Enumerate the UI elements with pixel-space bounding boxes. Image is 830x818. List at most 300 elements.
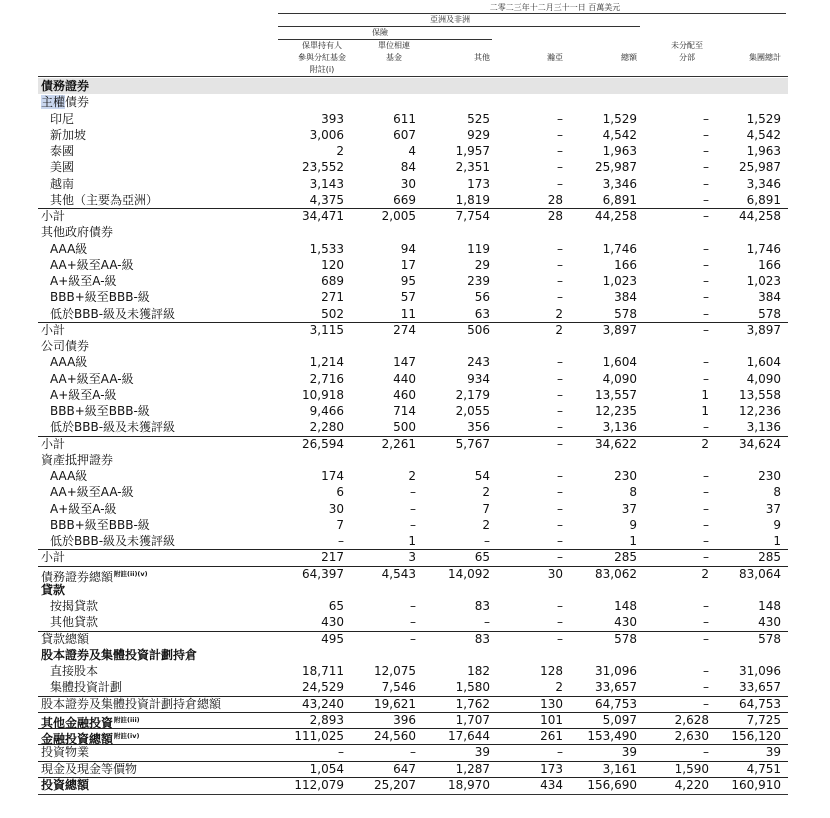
cell-policyholder-fund: 2 [336,144,344,158]
cell-unallocated: – [703,160,709,175]
table-row [38,452,788,468]
cell-group-total: 9 [773,517,781,532]
row-label [50,241,87,257]
cell-other: 2 [482,485,490,500]
cell-unit-linked: 440 [393,371,416,386]
row-label-text: 資產抵押證券 [41,452,114,467]
cell-total: 12,235 [595,404,637,418]
table-row [38,111,788,127]
table-row [38,744,788,761]
row-label-text: A+級至A-級 [50,387,117,402]
row-label [50,192,158,208]
row-label [50,419,175,435]
row-label-text: 貸款總額 [41,631,90,646]
cell-other: 1,762 [455,696,490,711]
row-label [41,647,197,663]
cell-other: 63 [474,306,490,321]
cell-unallocated: – [703,290,709,305]
column-header-policyholder-fund: 參與分紅基金 [298,53,346,62]
cell-group-total: 1,604 [746,355,781,370]
cell-policyholder-fund: 3,115 [309,322,344,337]
table-bottom-rule [38,794,788,795]
cell-unit-linked: 607 [393,127,416,142]
row-label [41,436,65,452]
cell-other: 5,767 [455,436,490,451]
cell-policyholder-fund: 2,280 [309,420,344,435]
row-label-text: 集體投資計劃 [50,680,123,695]
cell-group-total: 6,891 [746,192,781,207]
cell-policyholder-fund: 3,006 [309,127,344,142]
table-row [38,679,788,695]
cell-eastspring: – [557,160,563,175]
cell-unit-linked: 714 [393,404,416,418]
row-label-text: 投資物業 [41,745,90,760]
table-row [38,94,788,110]
table-row [38,517,788,533]
cell-unallocated: – [703,615,709,630]
row-label [50,143,74,159]
cell-other: 83 [474,599,490,613]
cell-policyholder-fund: 43,240 [302,696,344,711]
row-label-text: AA+級至AA-級 [50,257,134,272]
cell-total: 1,023 [602,274,637,288]
row-label-highlight: 主權 [41,95,66,110]
row-label [50,306,175,322]
cell-policyholder-fund: 502 [321,306,344,321]
cell-group-total: 31,096 [739,664,781,678]
cell-total: 4,090 [602,371,637,386]
table-row [38,419,788,435]
cell-policyholder-fund: 9,466 [309,404,344,418]
table-row [38,176,788,192]
cell-eastspring: 434 [540,777,563,792]
cell-total: 1,746 [602,241,637,256]
cell-policyholder-fund: 271 [321,290,344,305]
row-label-text: 債務證券總額 [41,569,114,584]
row-label [50,273,117,289]
table-row [38,761,788,778]
cell-other: 14,092 [448,566,490,581]
cell-unit-linked: – [410,599,416,613]
table-row [38,192,788,208]
cell-other: 1,819 [455,192,490,207]
row-label-text: 小計 [41,322,66,337]
cell-unallocated: – [703,599,709,613]
row-label [50,176,74,192]
table-row [38,728,788,745]
cell-eastspring: – [557,745,563,760]
row-label [50,501,117,517]
row-label [41,566,148,582]
cell-unallocated: – [703,550,709,565]
row-label [50,614,98,630]
row-label-text: 低於BBB-級及未獲評級 [50,534,176,548]
cell-unallocated: – [703,745,709,760]
cell-unallocated: – [703,355,709,370]
row-label [41,582,65,598]
cell-eastspring: 130 [540,696,563,711]
cell-total: 8 [629,485,637,500]
cell-other: 506 [467,322,490,337]
cell-total: 31,096 [595,664,637,678]
cell-group-total: 148 [758,599,781,613]
cell-unit-linked: 84 [400,160,416,175]
cell-unit-linked: 2 [408,469,416,483]
cell-other: 39 [474,745,490,760]
row-label [41,728,139,744]
cell-group-total: 430 [758,615,781,630]
cell-group-total: 160,910 [731,777,781,792]
cell-group-total: 1,529 [746,111,781,126]
cell-policyholder-fund: 2,893 [309,712,344,727]
cell-eastspring: 28 [547,209,563,223]
row-label [41,761,137,777]
cell-unallocated: – [703,257,709,272]
table-row [38,159,788,175]
cell-total: 9 [629,517,637,532]
cell-other: – [484,615,490,630]
cell-other: 54 [474,469,490,483]
cell-other: 83 [474,631,490,646]
cell-total: 6,891 [602,192,637,207]
column-header-other: 其他 [474,53,490,62]
cell-eastspring: – [557,144,563,158]
cell-group-total: 64,753 [739,696,781,711]
table-row [38,289,788,305]
cell-unallocated: – [703,192,709,207]
cell-unit-linked: 4,543 [381,566,416,581]
cell-eastspring: – [557,534,563,548]
cell-policyholder-fund: 3,143 [309,176,344,191]
cell-group-total: 166 [758,257,781,272]
row-label-text: 其他貸款 [50,615,99,630]
cell-unallocated: – [703,664,709,678]
cell-eastspring: – [557,436,563,451]
cell-total: 148 [614,599,637,613]
table-row [38,257,788,273]
cell-group-total: 44,258 [739,209,781,223]
cell-total: 166 [614,257,637,272]
cell-policyholder-fund: 111,025 [294,729,344,743]
cell-unit-linked: – [410,631,416,646]
row-label [41,777,89,793]
row-label [41,696,221,712]
cell-group-total: 34,624 [739,436,781,451]
cell-eastspring: – [557,274,563,288]
row-label [41,744,89,760]
cell-other: 1,957 [455,144,490,158]
cell-total: 64,753 [595,696,637,711]
cell-other: 119 [467,241,490,256]
row-label-text: 小計 [41,209,66,223]
cell-unit-linked: 500 [393,420,416,435]
cell-total: 34,622 [595,436,637,451]
cell-other: 17,644 [448,729,490,743]
table-row [38,484,788,500]
cell-eastspring: – [557,501,563,516]
row-label-text: 公司債券 [41,339,90,353]
cell-total: 3,136 [602,420,637,435]
cell-policyholder-fund: 6 [336,485,344,500]
cell-other: 56 [474,290,490,305]
cell-eastspring: 173 [540,761,563,776]
cell-policyholder-fund: 1,214 [309,355,344,370]
cell-eastspring: – [557,387,563,402]
cell-total: 37 [621,501,637,516]
row-label-text: 泰國 [50,144,75,158]
cell-group-total: 13,558 [739,387,781,402]
cell-unit-linked: 3 [408,550,416,565]
cell-eastspring: – [557,631,563,646]
cell-policyholder-fund: 1,533 [309,241,344,256]
cell-policyholder-fund: 26,594 [302,436,344,451]
cell-total: 3,346 [602,176,637,191]
row-label [50,533,175,549]
header-insurance: 保險 [372,28,388,37]
cell-group-total: 7,725 [746,712,781,727]
row-label-text: 印尼 [50,111,75,126]
cell-unit-linked: – [410,745,416,760]
row-label-text: 金融投資總額 [41,732,114,746]
row-label [41,631,89,647]
cell-policyholder-fund: 689 [321,274,344,288]
cell-other: 2,179 [455,387,490,402]
cell-group-total: 4,751 [746,761,781,776]
cell-unit-linked: 460 [393,387,416,402]
cell-unallocated: – [703,274,709,288]
row-label [41,94,89,110]
cell-eastspring: – [557,420,563,435]
row-label [41,549,65,565]
cell-other: 182 [467,664,490,678]
table-row [38,533,788,549]
row-label-text: BBB+級至BBB-級 [50,404,150,418]
table-row [38,549,788,566]
cell-eastspring: – [557,111,563,126]
cell-group-total: 4,542 [746,127,781,142]
row-label-text: 貸款 [41,582,66,597]
column-header-policyholder-fund: 保單持有人 [302,41,342,50]
cell-group-total: 230 [758,469,781,483]
cell-eastspring: 2 [555,306,563,321]
cell-group-total: 1,746 [746,241,781,256]
header-rule-top [278,13,786,14]
cell-group-total: 4,090 [746,371,781,386]
cell-policyholder-fund: 495 [321,631,344,646]
cell-unit-linked: 17 [400,257,416,272]
cell-unit-linked: 4 [408,144,416,158]
cell-eastspring: 2 [555,322,563,337]
row-label-text: 現金及現金等價物 [41,761,138,776]
header-rule-bottom [38,76,788,77]
row-footnote: 附註(ii)(v) [114,569,148,578]
cell-group-total: 8 [773,485,781,500]
cell-unallocated: – [703,209,709,223]
table-row [38,354,788,370]
cell-policyholder-fund: 18,711 [302,664,344,678]
cell-eastspring: 101 [540,712,563,727]
column-header-eastspring: 瀚亞 [547,53,563,62]
column-header-unallocated: 未分配至 [671,41,703,50]
table-row [38,273,788,289]
cell-total: 578 [614,306,637,321]
cell-group-total: 156,120 [731,729,781,743]
row-label [50,111,74,127]
table-row [38,127,788,143]
cell-unallocated: 4,220 [674,777,709,792]
row-label-text: AAA級 [50,355,88,370]
cell-total: 430 [614,615,637,630]
cell-total: 578 [614,631,637,646]
cell-other: 1,707 [455,712,490,727]
cell-unallocated: – [703,501,709,516]
cell-total: 5,097 [602,712,637,727]
cell-other: 2 [482,517,490,532]
row-label [50,679,122,695]
cell-unit-linked: – [410,501,416,516]
cell-unallocated: – [703,469,709,483]
cell-other: 173 [467,176,490,191]
row-label-text: A+級至A-級 [50,501,117,516]
cell-eastspring: – [557,550,563,565]
cell-policyholder-fund: 112,079 [294,777,344,792]
row-label [50,257,134,273]
row-label-text: 直接股本 [50,664,99,678]
cell-policyholder-fund: 2,716 [309,371,344,386]
cell-unit-linked: 19,621 [374,696,416,711]
row-label-text: 股本證券及集體投資計劃持倉 [41,647,198,662]
cell-unit-linked: 2,005 [381,209,416,223]
row-label [50,289,150,305]
cell-policyholder-fund: 393 [321,111,344,126]
cell-other: 2,055 [455,404,490,418]
table-row [38,631,788,648]
row-label-text: 其他（主要為亞洲） [50,192,159,207]
row-footnote: 附註(iii) [114,715,140,724]
cell-eastspring: 2 [555,680,563,695]
cell-group-total: 3,897 [746,322,781,337]
cell-unit-linked: – [410,615,416,630]
cell-total: 13,557 [595,387,637,402]
cell-policyholder-fund: 23,552 [302,160,344,175]
row-label [50,484,134,500]
cell-eastspring: – [557,517,563,532]
row-label [50,127,86,143]
row-label [50,354,87,370]
cell-policyholder-fund: 120 [321,257,344,272]
cell-unallocated: – [703,420,709,435]
cell-total: 25,987 [595,160,637,175]
column-header-unit-linked: 基金 [386,53,402,62]
cell-policyholder-fund: 7 [336,517,344,532]
table-row [38,208,788,225]
table-row [38,712,788,729]
cell-eastspring: 28 [547,192,563,207]
row-label [50,371,134,387]
cell-other: 2,351 [455,160,490,175]
cell-policyholder-fund: 1,054 [309,761,344,776]
cell-other: 18,970 [448,777,490,792]
cell-unallocated: – [703,306,709,321]
cell-group-total: 3,136 [746,420,781,435]
cell-unit-linked: 611 [393,111,416,126]
cell-unit-linked: – [410,517,416,532]
row-label [41,224,113,240]
cell-eastspring: – [557,176,563,191]
row-label-text: 小計 [41,550,66,565]
cell-total: 4,542 [602,127,637,142]
cell-total: 33,657 [595,680,637,695]
row-label [50,403,150,419]
row-label-text: 投資總額 [41,777,90,792]
table-row [38,403,788,419]
cell-group-total: 1,963 [746,144,781,158]
cell-total: 156,690 [587,777,637,792]
table-row [38,306,788,322]
cell-eastspring: – [557,371,563,386]
cell-unit-linked: 57 [400,290,416,305]
cell-unallocated: – [703,111,709,126]
cell-unallocated: 2,628 [674,712,709,727]
row-label-text: 新加坡 [50,127,87,142]
row-label [41,452,113,468]
cell-total: 3,161 [602,761,637,776]
cell-unallocated: 2 [701,436,709,451]
table-row [38,224,788,240]
row-label-text: AA+級至AA-級 [50,371,134,386]
cell-unit-linked: 274 [393,322,416,337]
cell-eastspring: – [557,355,563,370]
cell-eastspring: – [557,485,563,500]
cell-eastspring: – [557,404,563,418]
row-label [41,78,89,94]
cell-policyholder-fund: 64,397 [302,566,344,581]
table-row [38,322,788,339]
column-header-unit-linked: 單位相連 [378,41,410,50]
cell-unallocated: – [703,696,709,711]
cell-policyholder-fund: – [338,534,344,548]
cell-eastspring: – [557,127,563,142]
cell-unit-linked: 7,546 [381,680,416,695]
cell-unallocated: – [703,631,709,646]
row-label-text: A+級至A-級 [50,274,117,288]
cell-other: 1,287 [455,761,490,776]
cell-eastspring: – [557,599,563,613]
cell-eastspring: – [557,257,563,272]
cell-eastspring: – [557,615,563,630]
cell-unit-linked: 25,207 [374,777,416,792]
table-row [38,614,788,630]
cell-other: 356 [467,420,490,435]
cell-unit-linked: 94 [400,241,416,256]
row-label-text: BBB+級至BBB-級 [50,290,150,305]
cell-group-total: 39 [765,745,781,760]
cell-total: 153,490 [587,729,637,743]
cell-unit-linked: 30 [400,176,416,191]
row-label-text: AAA級 [50,241,88,256]
cell-policyholder-fund: 174 [321,469,344,483]
cell-total: 230 [614,469,637,483]
cell-eastspring: – [557,241,563,256]
cell-total: 384 [614,290,637,305]
table-row [38,663,788,679]
cell-unallocated: – [703,176,709,191]
cell-other: – [484,534,490,548]
cell-group-total: 37 [765,501,781,516]
table-row [38,777,788,794]
row-label [41,338,89,354]
cell-unallocated: – [703,485,709,500]
